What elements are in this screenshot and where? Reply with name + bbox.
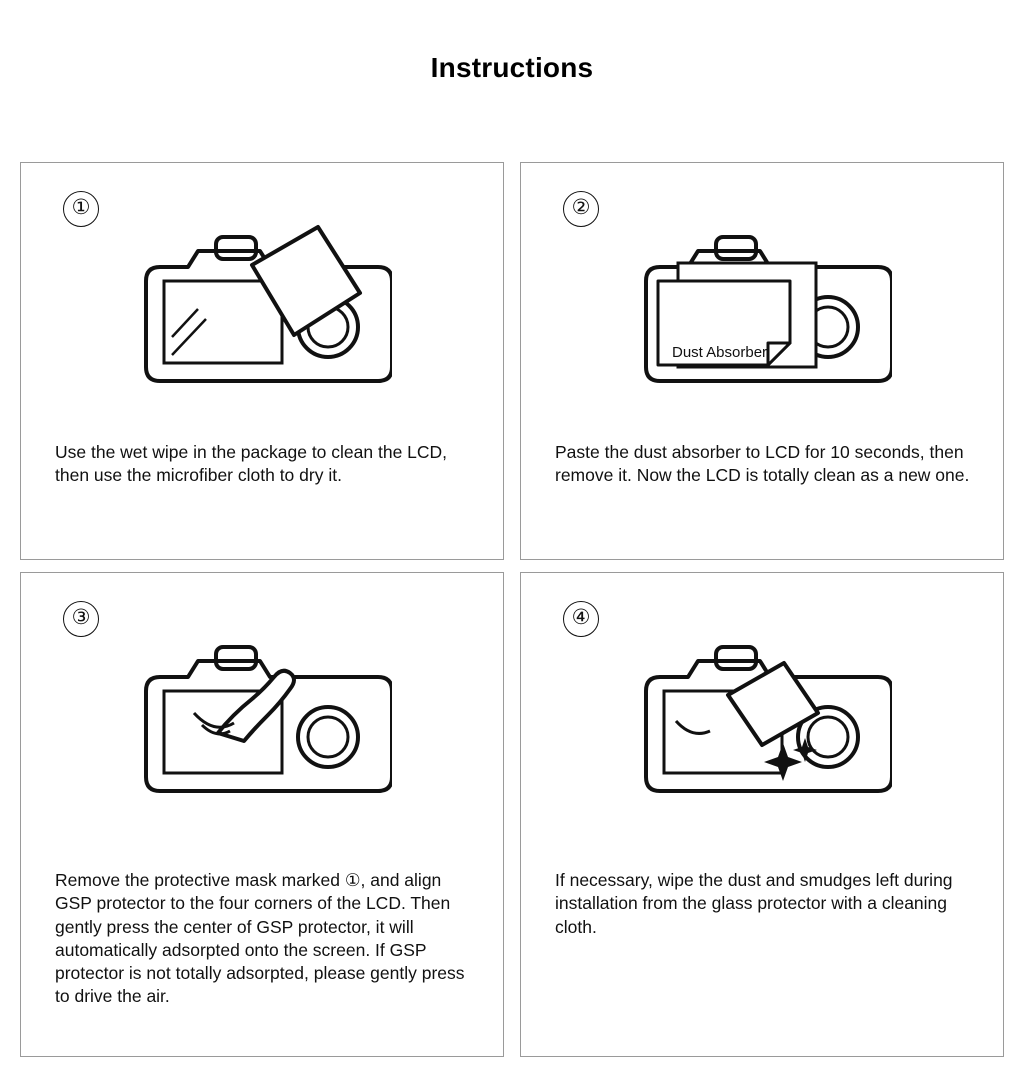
instructions-page <box>0 52 1024 1076</box>
step-card-1 <box>20 162 504 560</box>
camera-with-finger-press-icon <box>21 595 503 863</box>
camera-with-wipe-cloth-icon <box>21 185 503 453</box>
step-number-1: ① <box>63 191 99 227</box>
steps-grid <box>20 162 1004 1057</box>
page-title: Instructions <box>430 52 594 83</box>
step-caption-4: If necessary, wipe the dust and smudges left during installation from the glass protector with a cleaning cloth. <box>555 870 953 937</box>
step-caption-1: Use the wet wipe in the package to clean the LCD, then use the microfiber cloth to dry it. <box>55 442 448 486</box>
step-caption-2: Paste the dust absorber to LCD for 10 seconds, then remove it. Now the LCD is totally clean as a new one. <box>555 442 970 486</box>
camera-with-cleaning-cloth-icon <box>521 595 1003 863</box>
camera-with-dust-absorber-icon <box>521 185 1003 453</box>
step-number-3: ③ <box>63 601 99 637</box>
step-number-2: ② <box>563 191 599 227</box>
step-card-2 <box>520 162 1004 560</box>
step-caption-3: Remove the protective mask marked ①, and align GSP protector to the four corners of the LCD. Then gently press the center of GSP protector, it will automatically adsorpted onto the screen. If GSP protector is not totally adsorpted, please gently press to drive the air. <box>55 870 465 1007</box>
step-card-4 <box>520 572 1004 1057</box>
dust-absorber-label: Dust Absorber <box>672 344 768 361</box>
step-number-4: ④ <box>563 601 599 637</box>
step-card-3 <box>20 572 504 1057</box>
